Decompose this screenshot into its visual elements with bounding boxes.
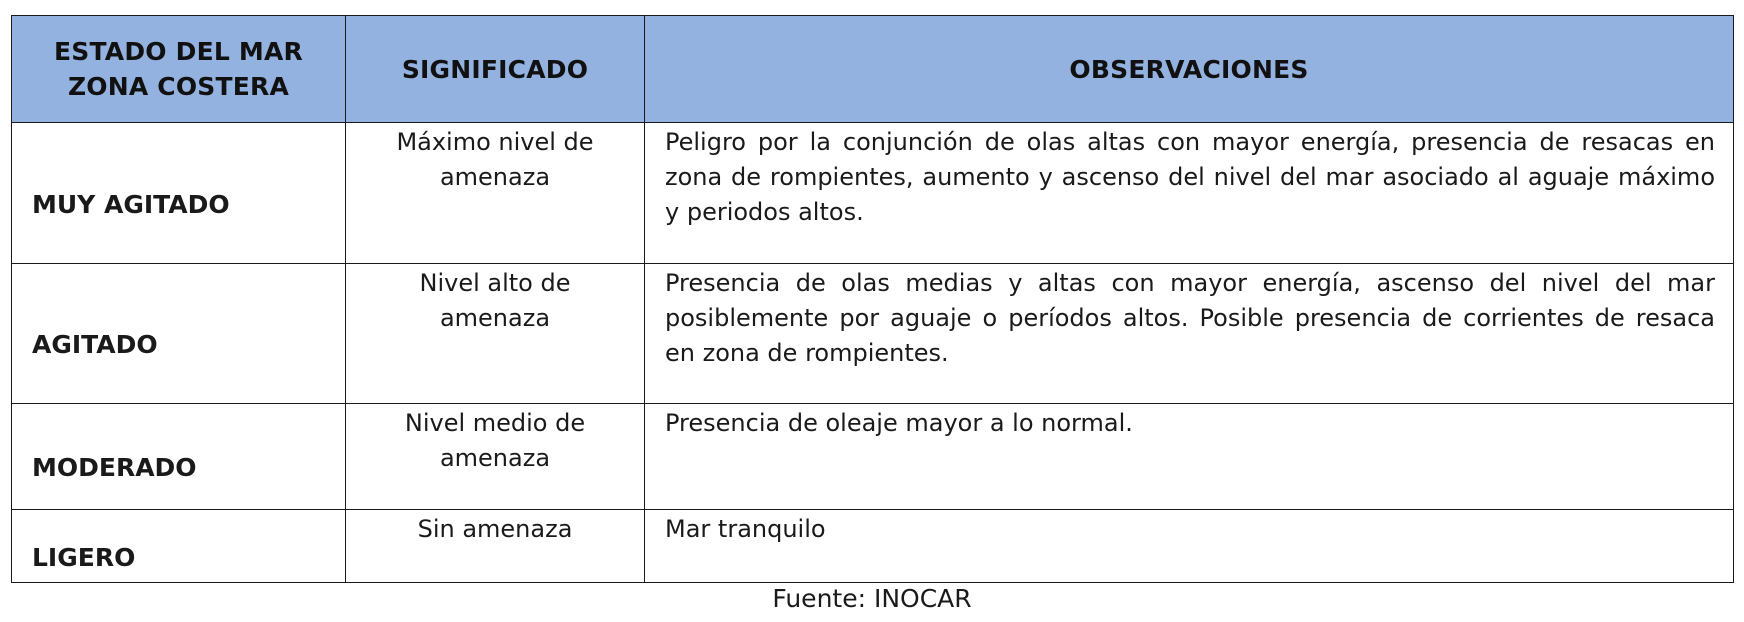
row-estado: MODERADO (12, 404, 346, 510)
row-observaciones: Mar tranquilo (645, 510, 1734, 583)
sea-state-table-container (11, 15, 1733, 583)
source-caption: Fuente: INOCAR (772, 584, 972, 613)
row-observaciones: Presencia de olas medias y altas con mayor energía, ascenso del nivel del mar posiblemente por aguaje o períodos altos. Posible presencia de corrientes de resaca en zona de rompientes. (645, 264, 1734, 404)
row-significado: Nivel medio de amenaza (346, 404, 645, 510)
sea-state-table (11, 15, 1734, 583)
row-estado: AGITADO (12, 264, 346, 404)
row-observaciones: Peligro por la conjunción de olas altas con mayor energía, presencia de resacas en zona de rompientes, aumento y ascenso del nivel del mar asociado al aguaje máximo y periodos altos. (645, 123, 1734, 264)
row-significado: Máximo nivel de amenaza (346, 123, 645, 264)
row-significado: Nivel alto de amenaza (346, 264, 645, 404)
table-row (12, 123, 1734, 264)
table-header-row (12, 16, 1734, 123)
row-significado: Sin amenaza (346, 510, 645, 583)
row-estado: LIGERO (12, 510, 346, 583)
table-row (12, 404, 1734, 510)
header-significado: SIGNIFICADO (346, 16, 645, 123)
row-observaciones: Presencia de oleaje mayor a lo normal. (645, 404, 1734, 510)
header-observaciones: OBSERVACIONES (645, 16, 1734, 123)
header-estado: ESTADO DEL MAR ZONA COSTERA (12, 16, 346, 123)
table-row (12, 264, 1734, 404)
table-row (12, 510, 1734, 583)
row-estado: MUY AGITADO (12, 123, 346, 264)
